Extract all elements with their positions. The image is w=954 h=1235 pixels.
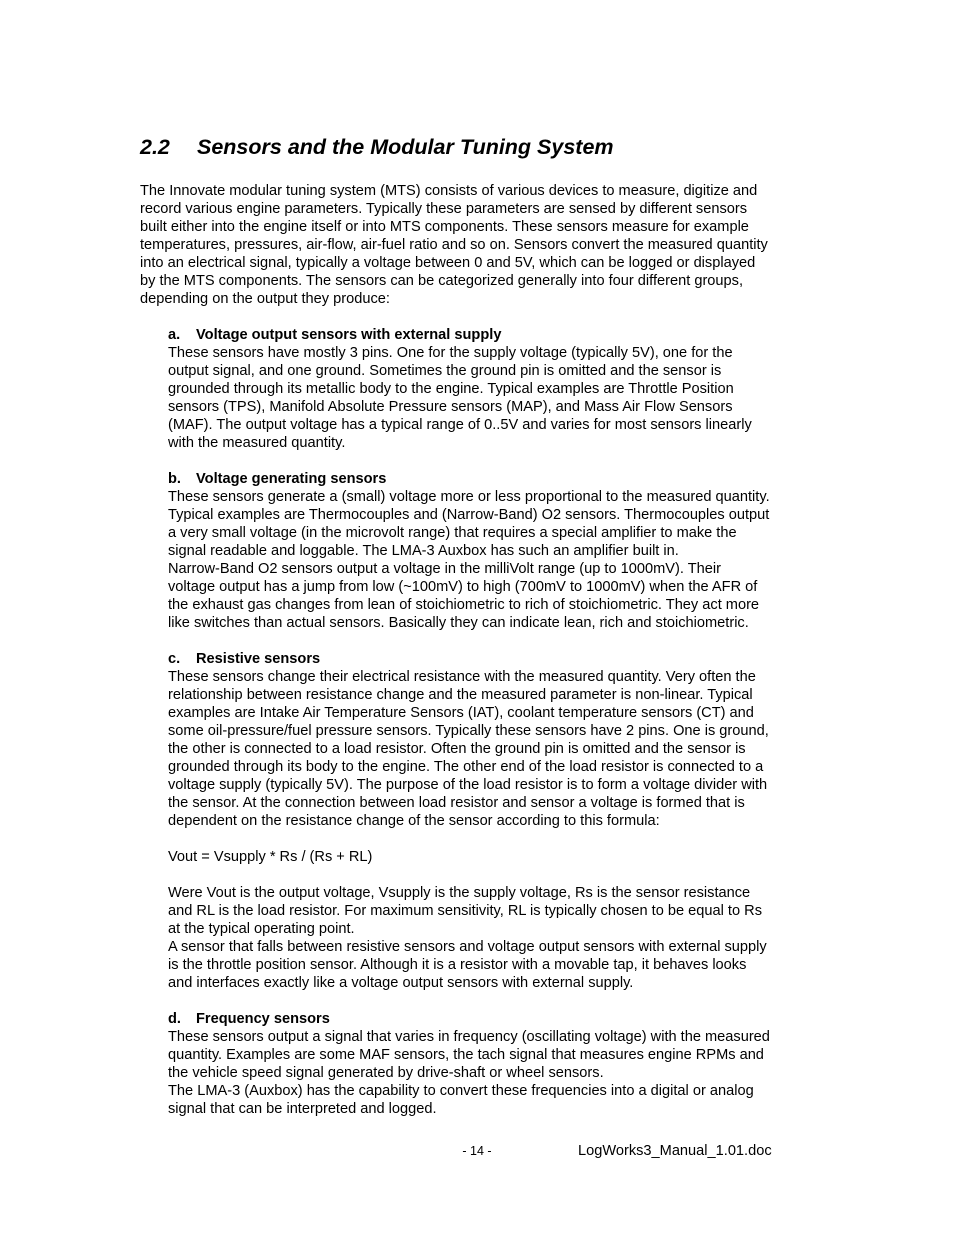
group-line: Narrow-Band O2 sensors output a voltage in the milliVolt range (up to 1000mV). Their: [168, 561, 721, 577]
group-title: Frequency sensors: [196, 1011, 330, 1027]
spacer: [140, 452, 820, 470]
section-number: 2.2: [140, 135, 170, 159]
group-line: and RL is the load resistor. For maximum sensitivity, RL is typically chosen to be equal to Rs: [168, 903, 762, 919]
group-line: (MAF). The output voltage has a typical range of 0..5V and varies for most sensors linearly: [168, 417, 752, 433]
group-line: the sensor. At the connection between load resistor and sensor a voltage is formed that is: [168, 795, 745, 811]
page-number: - 14 -: [462, 1144, 492, 1158]
group-heading: [168, 1010, 820, 1028]
group-line: a very small voltage (in the microvolt range) that requires a special amplifier to make the: [168, 525, 737, 541]
group-line: These sensors have mostly 3 pins. One for the supply voltage (typically 5V), one for the: [168, 345, 733, 361]
group-line: at the typical operating point.: [168, 921, 355, 937]
group-line: signal readable and loggable. The LMA-3 Auxbox has such an amplifier built in.: [168, 543, 679, 559]
intro-line: temperatures, pressures, air-flow, air-fuel ratio and so on. Sensors convert the measured quantity: [140, 237, 768, 253]
intro-line: built either into the engine itself or into MTS components. These sensors measure for example: [140, 219, 749, 235]
group-line: Typical examples are Thermocouples and (Narrow-Band) O2 sensors. Thermocouples output: [168, 507, 770, 523]
group-line: output signal, and one ground. Sometimes the ground pin is omitted and the sensor is: [168, 363, 722, 379]
group-line: is the throttle position sensor. Although it is a resistor with a movable tap, it behaves looks: [168, 957, 747, 973]
group-title: Voltage output sensors with external supply: [196, 327, 502, 343]
intro-line: by the MTS components. The sensors can be categorized generally into four different groups,: [140, 273, 744, 289]
group-line: dependent on the resistance change of the sensor according to this formula:: [168, 813, 660, 829]
group-letter: b.: [168, 471, 181, 487]
group-letter: c.: [168, 651, 181, 667]
group-title: Resistive sensors: [196, 651, 321, 667]
group-frequency: [140, 1010, 820, 1118]
intro-paragraph: [140, 182, 820, 308]
group-line: like switches than actual sensors. Basically they can indicate lean, rich and stoichiometric.: [168, 615, 749, 631]
intro-line: into an electrical signal, typically a voltage between 0 and 5V, which can be logged or displayed: [140, 255, 756, 271]
group-line: signal that can be interpreted and logged.: [168, 1101, 437, 1117]
group-line: These sensors output a signal that varies in frequency (oscillating voltage) with the measured: [168, 1029, 770, 1045]
group-line: quantity. Examples are some MAF sensors, the tach signal that measures engine RPMs and: [168, 1047, 764, 1063]
group-line: A sensor that falls between resistive sensors and voltage output sensors with external supply: [168, 939, 767, 955]
group-line: examples are Intake Air Temperature Sensors (IAT), coolant temperature sensors (CT) and: [168, 705, 754, 721]
group-line: the vehicle speed signal generated by drive-shaft or wheel sensors.: [168, 1065, 604, 1081]
group-line: Were Vout is the output voltage, Vsupply is the supply voltage, Rs is the sensor resistance: [168, 885, 751, 901]
group-line: grounded through its body to the engine. The other end of the load resistor is connected to a: [168, 759, 764, 775]
group-line: sensors (TPS), Manifold Absolute Pressure sensors (MAP), and Mass Air Flow Sensors: [168, 399, 733, 415]
group-heading: [168, 650, 820, 668]
group-line: voltage supply (typically 5V). The purpose of the load resistor is to form a voltage divider with: [168, 777, 768, 793]
group-line: some oil-pressure/fuel pressure sensors. Typically these sensors have 2 pins. One is ground,: [168, 723, 769, 739]
group-line: the exhaust gas changes from lean of stoichiometric to rich of stoichiometric. They act more: [168, 597, 760, 613]
spacer: [168, 866, 820, 884]
document-filename: LogWorks3_Manual_1.01.doc: [578, 1143, 772, 1159]
spacer: [140, 308, 820, 326]
group-line: and interfaces exactly like a voltage output sensors with external supply.: [168, 975, 634, 991]
group-letter: d.: [168, 1011, 181, 1027]
group-voltage-output: [140, 326, 820, 452]
section-heading: [140, 133, 840, 161]
group-line: grounded through its metallic body to the engine. Typical examples are Throttle Position: [168, 381, 734, 397]
group-line: These sensors change their electrical resistance with the measured quantity. Very often the: [168, 669, 756, 685]
spacer: [168, 830, 820, 848]
spacer: [140, 632, 820, 650]
intro-line: depending on the output they produce:: [140, 291, 390, 307]
group-line: the other is connected to a load resistor. Often the ground pin is omitted and the sensor is: [168, 741, 746, 757]
spacer: [140, 992, 820, 1010]
group-resistive: [140, 650, 820, 992]
group-title: Voltage generating sensors: [196, 471, 387, 487]
group-voltage-generating: [140, 470, 820, 632]
intro-line: The Innovate modular tuning system (MTS) consists of various devices to measure, digitize and: [140, 183, 758, 199]
group-line: voltage output has a jump from low (~100mV) to high (700mV to 1000mV) when the AFR of: [168, 579, 758, 595]
group-letter: a.: [168, 327, 181, 343]
group-line: with the measured quantity.: [168, 435, 346, 451]
formula: Vout = Vsupply * Rs / (Rs + RL): [168, 849, 373, 865]
group-line: The LMA-3 (Auxbox) has the capability to convert these frequencies into a digital or analog: [168, 1083, 754, 1099]
document-body: [140, 182, 820, 1118]
intro-line: record various engine parameters. Typically these parameters are sensed by different sensors: [140, 201, 748, 217]
group-line: These sensors generate a (small) voltage more or less proportional to the measured quantity.: [168, 489, 770, 505]
group-heading: [168, 326, 820, 344]
section-title: Sensors and the Modular Tuning System: [197, 135, 614, 159]
group-heading: [168, 470, 820, 488]
group-line: relationship between resistance change and the measured parameter is non-linear. Typical: [168, 687, 753, 703]
